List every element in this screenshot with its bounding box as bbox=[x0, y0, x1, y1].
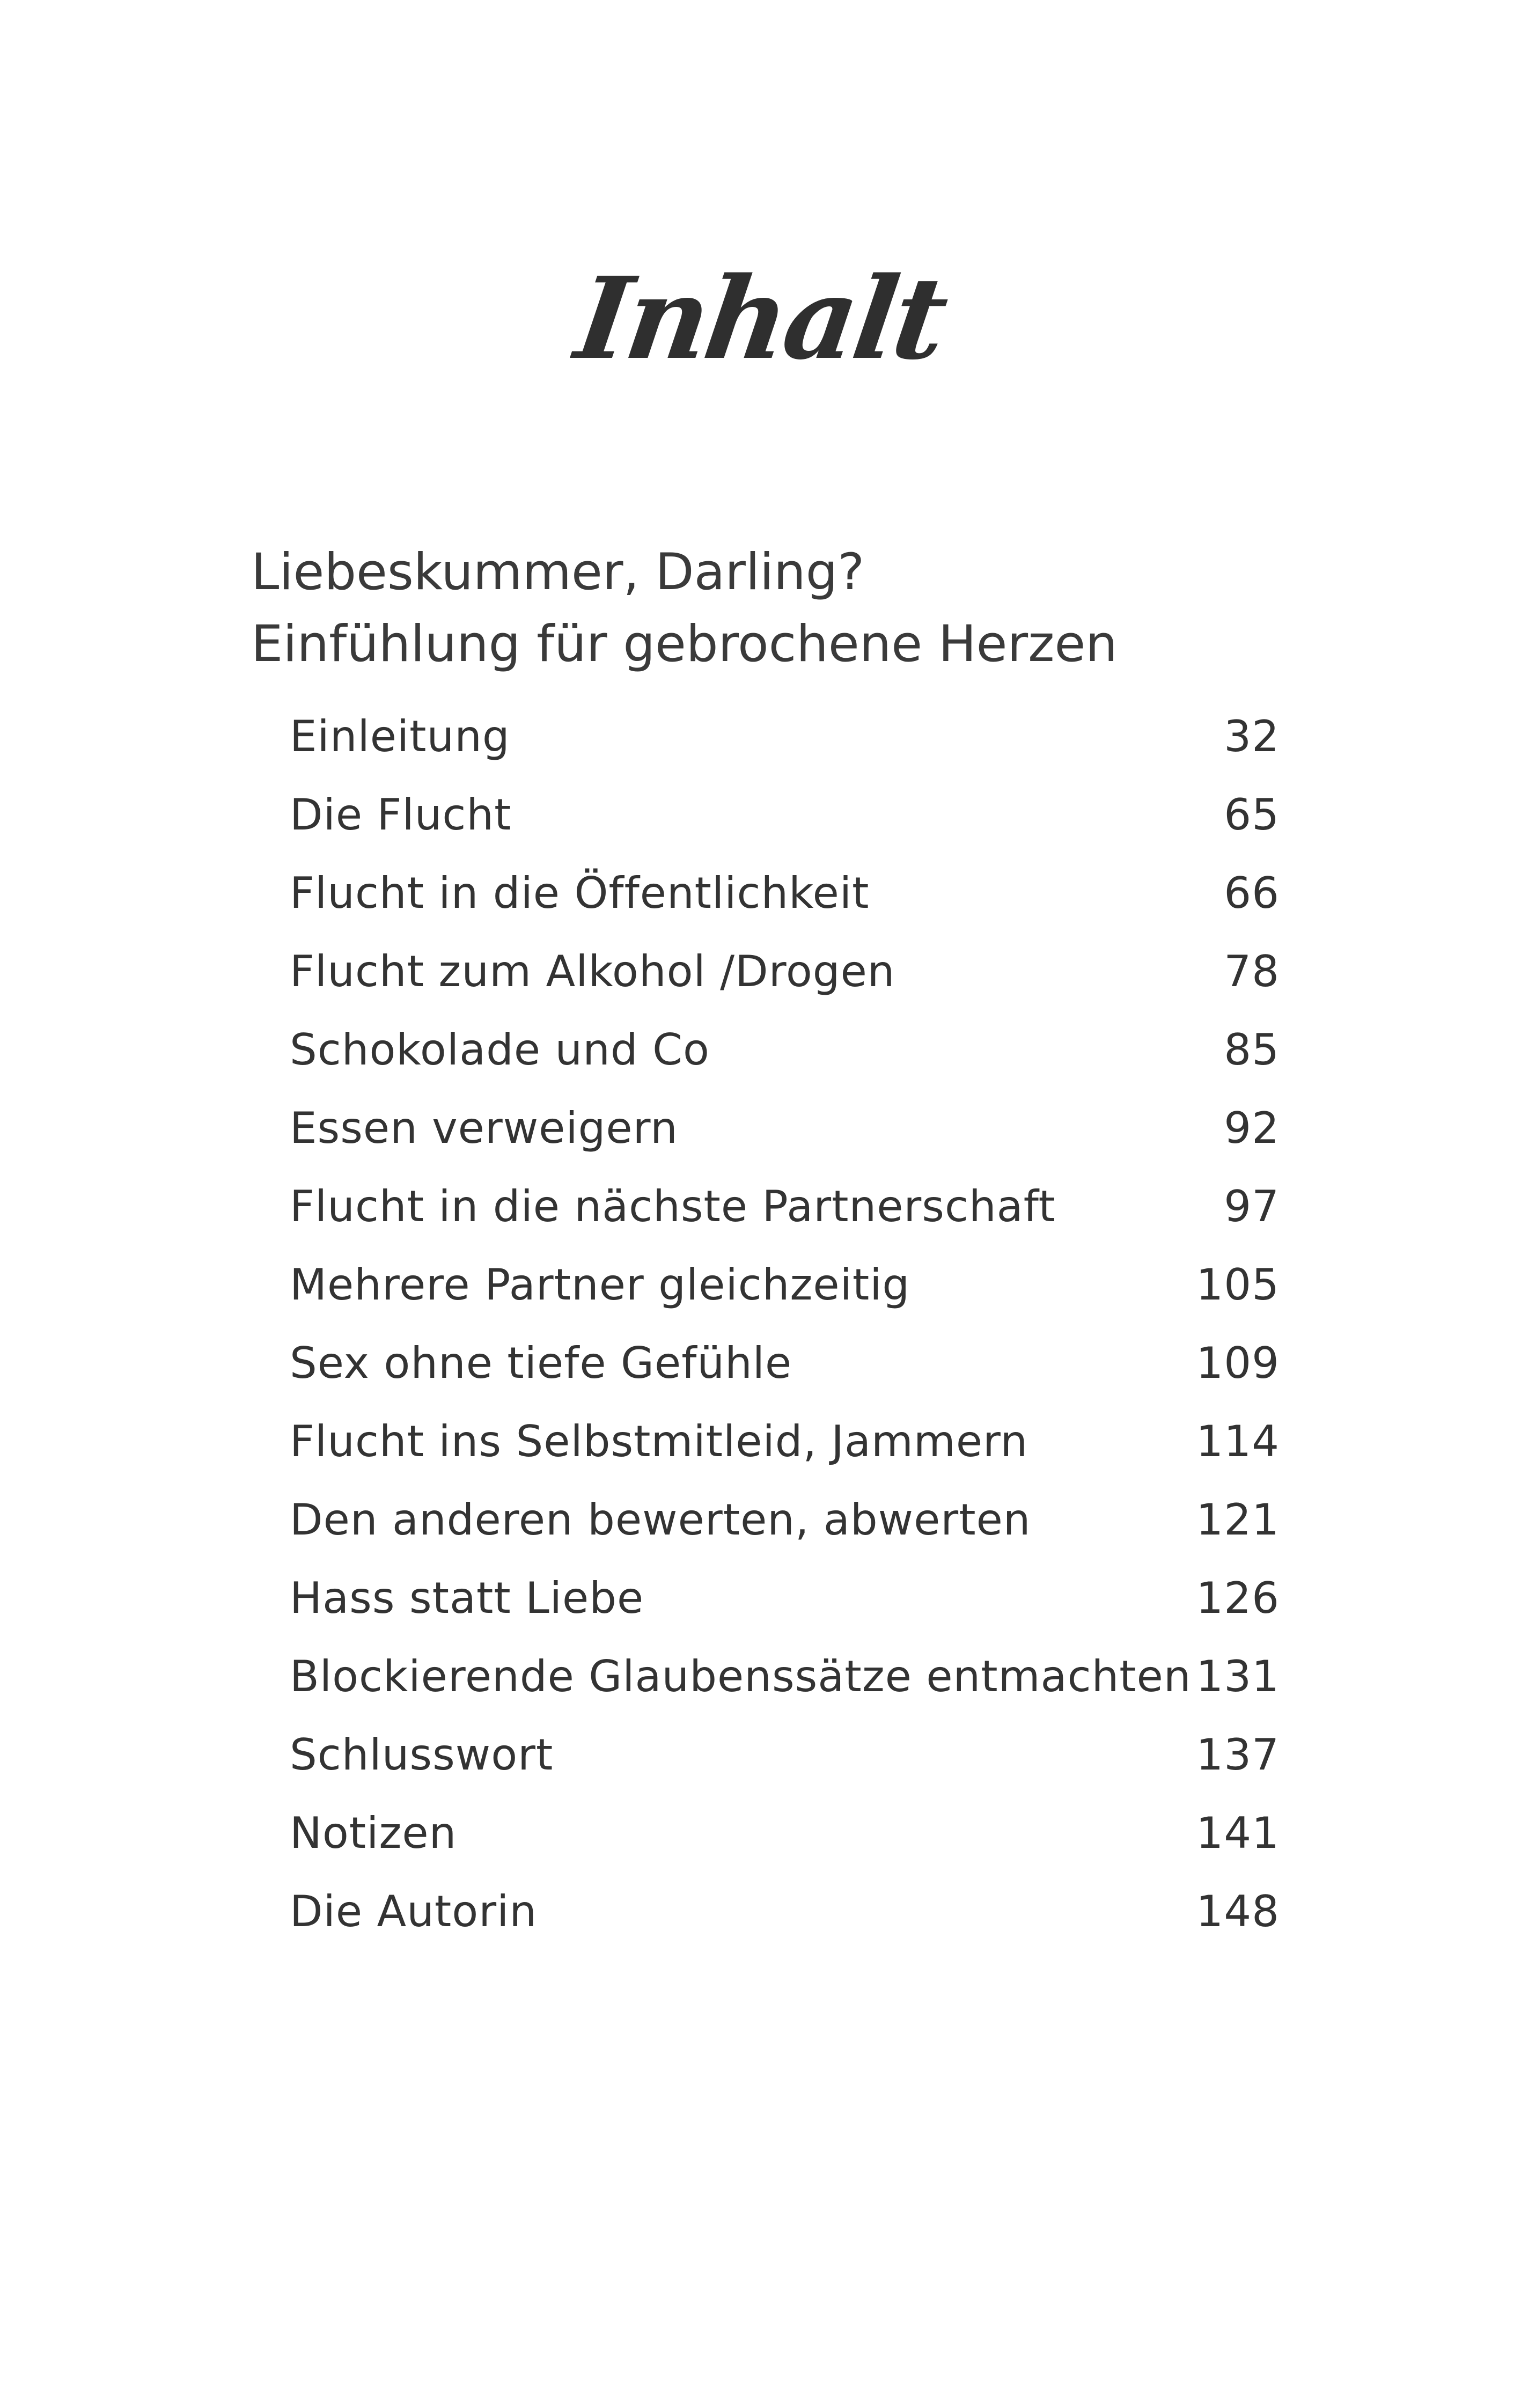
toc-entry-page: 92 bbox=[1224, 1103, 1280, 1153]
toc-entry-page: 97 bbox=[1224, 1181, 1280, 1231]
toc-entry-title: Flucht in die nächste Partnerschaft bbox=[290, 1181, 1056, 1231]
toc-entry-title: Flucht ins Selbstmitleid, Jammern bbox=[290, 1416, 1028, 1466]
toc-entry-title: Blockierende Glaubenssätze entmachten bbox=[290, 1651, 1192, 1701]
page-heading: Inhalt bbox=[568, 252, 953, 385]
toc-entry bbox=[290, 1794, 1280, 1873]
toc-entry-page: 66 bbox=[1224, 868, 1280, 918]
toc-entry-page: 131 bbox=[1196, 1651, 1280, 1701]
toc-entry-page: 126 bbox=[1196, 1573, 1280, 1623]
toc-entry-page: 121 bbox=[1196, 1495, 1280, 1545]
toc-entry bbox=[290, 933, 1280, 1011]
book-title-line-1: Liebeskummer, Darling? bbox=[251, 543, 865, 601]
toc-entry bbox=[290, 1873, 1280, 1951]
toc-entry bbox=[290, 1481, 1280, 1559]
book-title bbox=[251, 537, 1118, 680]
toc-entry bbox=[290, 854, 1280, 933]
toc-entry bbox=[290, 1089, 1280, 1168]
toc-entry-title: Schlusswort bbox=[290, 1730, 554, 1780]
toc-entry-page: 32 bbox=[1224, 711, 1280, 761]
toc-entry bbox=[290, 1246, 1280, 1324]
toc-entry bbox=[290, 776, 1280, 854]
toc-entry-page: 141 bbox=[1196, 1808, 1280, 1858]
toc-entry bbox=[290, 1168, 1280, 1246]
toc-entry-title: Essen verweigern bbox=[290, 1103, 678, 1153]
toc-entry bbox=[290, 698, 1280, 776]
toc-entry-title: Die Flucht bbox=[290, 790, 512, 840]
toc-entry bbox=[290, 1638, 1280, 1716]
toc-entry-title: Schokolade und Co bbox=[290, 1025, 710, 1075]
toc-entry-title: Den anderen bewerten, abwerten bbox=[290, 1495, 1031, 1545]
toc-entry bbox=[290, 1716, 1280, 1794]
toc-entry-title: Notizen bbox=[290, 1808, 457, 1858]
toc-entry-title: Flucht in die Öffentlichkeit bbox=[290, 868, 870, 918]
toc-entry-page: 105 bbox=[1196, 1260, 1280, 1310]
toc-entry-title: Hass statt Liebe bbox=[290, 1573, 644, 1623]
toc-entry-title: Sex ohne tiefe Gefühle bbox=[290, 1338, 792, 1388]
toc-entry-title: Flucht zum Alkohol /Drogen bbox=[290, 946, 895, 996]
toc-entry-page: 148 bbox=[1196, 1886, 1280, 1936]
toc-entry bbox=[290, 1011, 1280, 1089]
toc-entry-page: 78 bbox=[1224, 946, 1280, 996]
toc-entry bbox=[290, 1403, 1280, 1481]
toc-entry bbox=[290, 1324, 1280, 1403]
toc-entry bbox=[290, 1559, 1280, 1638]
table-of-contents bbox=[290, 698, 1280, 1951]
toc-entry-page: 137 bbox=[1196, 1730, 1280, 1780]
toc-entry-page: 114 bbox=[1196, 1416, 1280, 1466]
book-title-line-2: Einfühlung für gebrochene Herzen bbox=[251, 615, 1118, 673]
toc-entry-page: 65 bbox=[1224, 790, 1280, 840]
toc-entry-title: Mehrere Partner gleichzeitig bbox=[290, 1260, 910, 1310]
toc-entry-title: Einleitung bbox=[290, 711, 510, 761]
toc-entry-title: Die Autorin bbox=[290, 1886, 538, 1936]
toc-entry-page: 109 bbox=[1196, 1338, 1280, 1388]
toc-entry-page: 85 bbox=[1224, 1025, 1280, 1075]
